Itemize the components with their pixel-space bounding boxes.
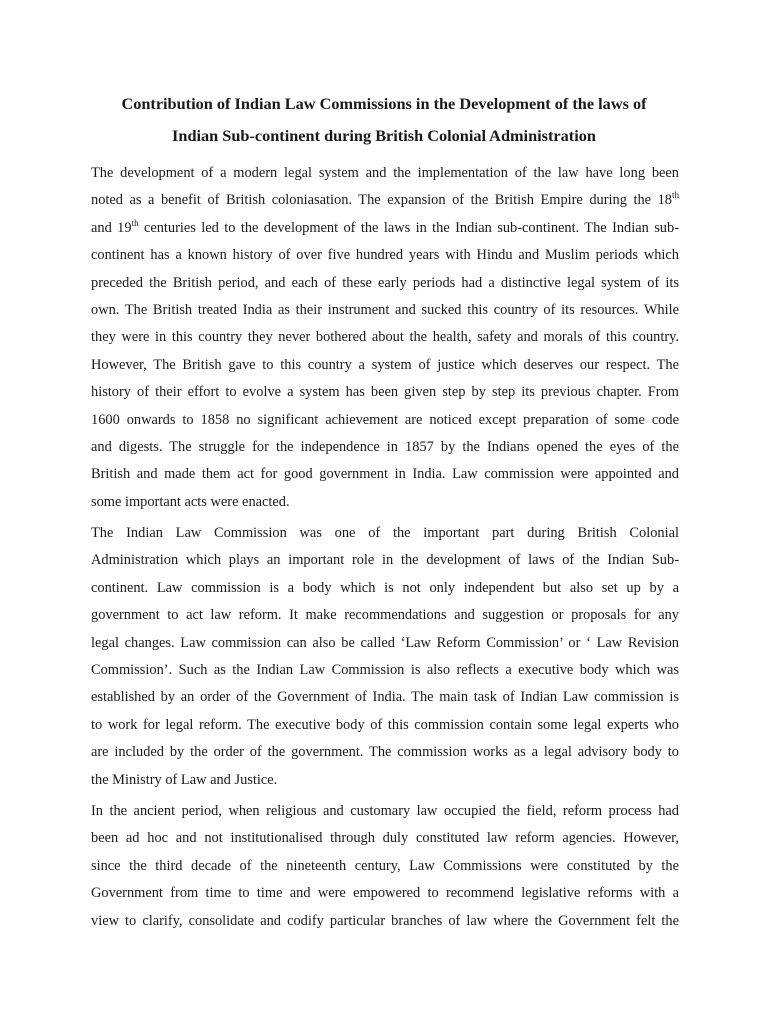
text-line: Administration which plays an important role in the development of laws of the Indian Sub- [91, 552, 679, 569]
text-line: history of their effort to evolve a system has been given step by step its previous chapter. From [91, 384, 679, 401]
text-line: continent has a known history of over five hundred years with Hindu and Muslim periods which [91, 247, 679, 264]
text-line: legal changes. Law commission can also be called ‘Law Reform Commission’ or ‘ Law Revision [91, 634, 679, 651]
superscript: th [671, 190, 679, 201]
paragraph-3 [91, 798, 679, 935]
text-line: to work for legal reform. The executive body of this commission contain some legal experts who [91, 716, 679, 733]
paragraph-1 [91, 160, 679, 516]
text-segment: noted as a benefit of British coloniasation. The expansion of the British Empire during the 18 [91, 192, 672, 209]
text-line: are included by the order of the government. The commission works as a legal advisory body to [91, 744, 679, 761]
text-line [91, 215, 679, 242]
text-line: The development of a modern legal system and the implementation of the law have long been [91, 165, 679, 181]
title-line-1: Contribution of Indian Law Commissions in the Development of the laws of [121, 94, 647, 113]
text-line: established by an order of the Government of India. The main task of Indian Law commission is [91, 689, 679, 706]
text-line: some important acts were enacted. [91, 493, 290, 510]
text-line: the Ministry of Law and Justice. [91, 771, 278, 788]
text-line: preceded the British period, and each of these early periods had a distinctive legal system of its [91, 274, 679, 291]
text-line: 1600 onwards to 1858 no significant achievement are noticed except preparation of some code [91, 411, 679, 428]
text-line: British and made them act for good government in India. Law commission were appointed and [91, 466, 679, 483]
text-line: Commission’. Such as the Indian Law Commission is also reflects a executive body which was [91, 661, 679, 678]
paragraph-2 [91, 520, 679, 794]
text-line [91, 187, 679, 214]
title-line-2: Indian Sub-continent during British Colonial Administration [172, 126, 596, 145]
text-line: However, The British gave to this country a system of justice which deserves our respect. The [91, 356, 679, 373]
text-line: The Indian Law Commission was one of the important part during British Colonial [91, 525, 679, 541]
text-line: In the ancient period, when religious and customary law occupied the field, reform process had [91, 803, 679, 819]
text-line: continent. Law commission is a body which is not only independent but also set up by a [91, 579, 679, 596]
text-segment: centuries led to the development of the laws in the Indian sub-continent. The Indian sub- [138, 219, 679, 236]
text-line: government to act law reform. It make recommendations and suggestion or proposals for any [91, 607, 679, 624]
text-line: since the third decade of the nineteenth century, Law Commissions were constituted by the [91, 857, 679, 874]
text-line: and digests. The struggle for the independence in 1857 by the Indians opened the eyes of the [91, 438, 679, 455]
text-line: Government from time to time and were empowered to recommend legislative reforms with a [91, 885, 679, 902]
text-segment: and 19 [91, 219, 132, 236]
document-title [60, 88, 708, 152]
text-line: been ad hoc and not institutionalised through duly constituted law reform agencies. However, [91, 830, 679, 847]
text-line: they were in this country they never bothered about the health, safety and morals of this country. [91, 329, 679, 346]
text-line: view to clarify, consolidate and codify particular branches of law where the Government felt the [91, 912, 679, 929]
superscript: th [131, 217, 139, 228]
text-line: own. The British treated India as their instrument and sucked this country of its resources. While [91, 301, 679, 318]
